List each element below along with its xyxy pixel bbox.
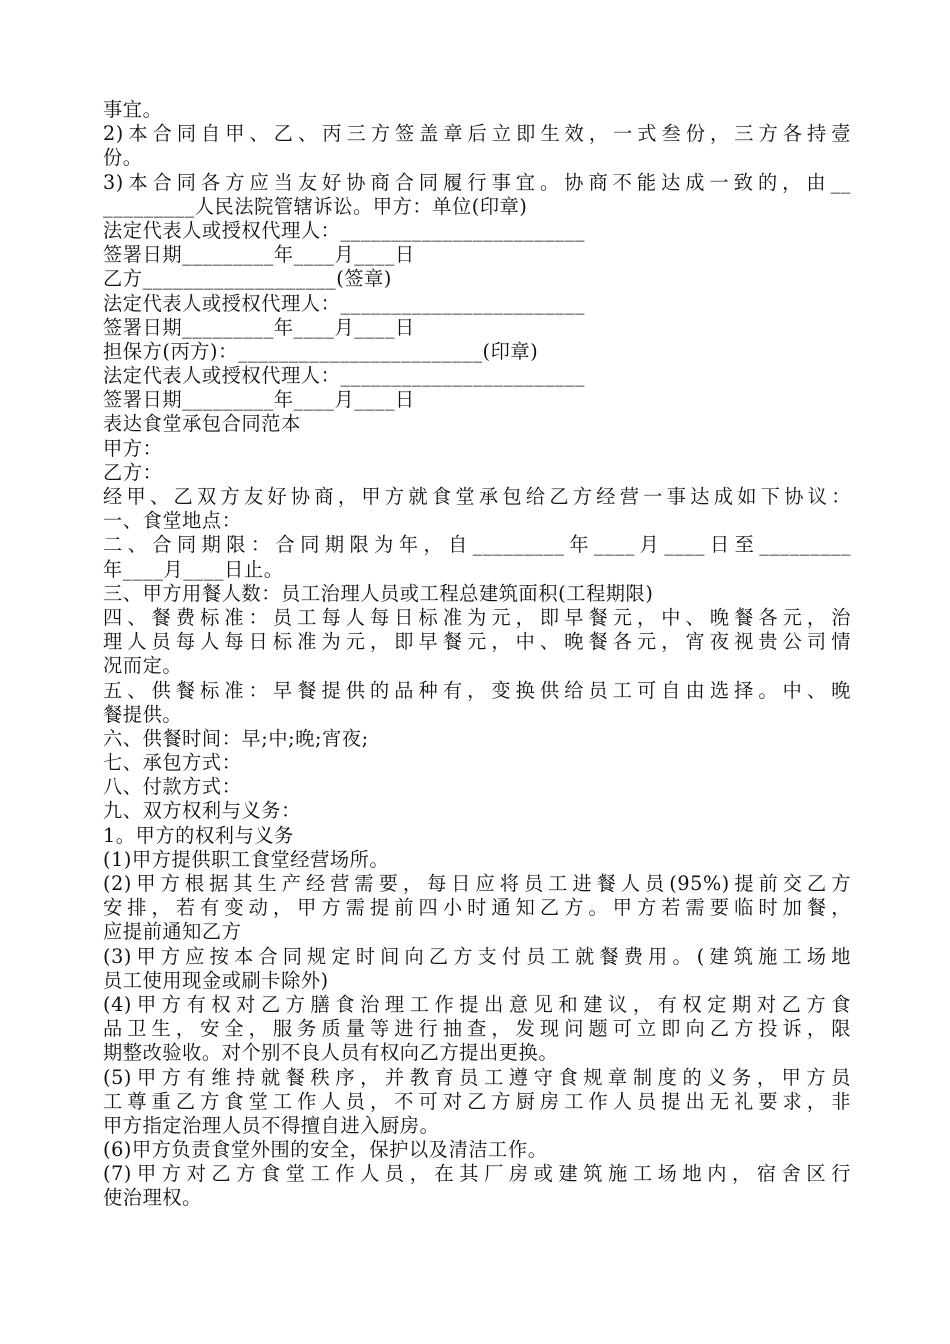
- text-line: (5)甲方有维持就餐秩序，并教育员工遵守食规章制度的义务，甲方员: [103, 1065, 851, 1089]
- text-line: _________人民法院管辖诉讼。甲方：单位(印章): [103, 194, 528, 218]
- text-line: 工尊重乙方食堂工作人员，不可对乙方厨房工作人员提出无礼要求，非: [103, 1089, 851, 1113]
- text-line: 九、双方权利与义务：: [103, 799, 301, 823]
- text-line: 担保方(丙方)：________________________(印章): [103, 339, 539, 363]
- text-line: 理人员每人每日标准为元，即早餐元，中、晚餐各元，宵夜视贵公司情: [103, 630, 851, 654]
- text-line: (7)甲方对乙方食堂工作人员，在其厂房或建筑施工场地内，宿舍区行: [103, 1162, 851, 1186]
- text-line: 一、食堂地点：: [103, 509, 242, 533]
- text-line: 应提前通知乙方: [103, 920, 242, 944]
- text-line: 二、合同期限：合同期限为年，自_________年____月____日至_________: [103, 533, 851, 557]
- text-line: 2)本合同自甲、乙、丙三方签盖章后立即生效，一式叁份，三方各持壹: [103, 122, 851, 146]
- text-line: (6)甲方负责食堂外围的安全，保护以及清洁工作。: [103, 1138, 548, 1162]
- text-line: 经甲、乙双方友好协商，甲方就食堂承包给乙方经营一事达成如下协议：: [103, 485, 851, 508]
- text-line: 品卫生，安全，服务质量等进行抽查，发现问题可立即向乙方投诉，限: [103, 1017, 851, 1041]
- text-line: 法定代表人或授权代理人：________________________: [103, 218, 586, 242]
- text-line: (2)甲方根据其生产经营需要，每日应将员工进餐人员(95%)提前交乙方: [103, 872, 851, 895]
- text-line: 签署日期_________年____月____日: [103, 315, 415, 339]
- text-line: 三、甲方用餐人数：员工治理人员或工程总建筑面积(工程期限): [103, 581, 654, 605]
- text-line: (4)甲方有权对乙方膳食治理工作提出意见和建议，有权定期对乙方食: [103, 992, 851, 1016]
- text-line: 甲方：: [103, 436, 163, 460]
- text-line: 六、供餐时间：早;中;晚;宵夜;: [103, 726, 369, 750]
- text-line: 四、餐费标准：员工每人每日标准为元，即早餐元，中、晚餐各元，治: [103, 605, 851, 629]
- text-line: 甲方指定治理人员不得擅自进入厨房。: [103, 1113, 440, 1137]
- text-line: (1)甲方提供职工食堂经营场所。: [103, 847, 390, 871]
- text-line: 乙方：: [103, 460, 163, 484]
- text-line: 使治理权。: [103, 1186, 202, 1210]
- text-line: 法定代表人或授权代理人：________________________: [103, 291, 586, 315]
- text-line: 员工使用现金或刷卡除外): [103, 968, 329, 992]
- text-line: 期整改验收。对个别不良人员有权向乙方提出更换。: [103, 1041, 559, 1065]
- document-body: [103, 98, 851, 1211]
- text-line: 3)本合同各方应当友好协商合同履行事宜。协商不能达成一致的，由__: [103, 170, 851, 194]
- text-line: 五、供餐标准：早餐提供的品种有，变换供给员工可自由选择。中、晚: [103, 678, 851, 702]
- text-line: 乙方___________________(签章): [103, 267, 393, 291]
- text-line: 签署日期_________年____月____日: [103, 243, 415, 267]
- text-line: 事宜。: [103, 98, 163, 121]
- text-line: 签署日期_________年____月____日: [103, 388, 415, 412]
- text-line: 份。: [103, 146, 143, 170]
- text-line: 法定代表人或授权代理人：________________________: [103, 364, 586, 388]
- text-line: 八、付款方式：: [103, 775, 242, 799]
- text-line: 年____月____日止。: [103, 557, 284, 581]
- text-line: 1。甲方的权利与义务: [103, 823, 294, 847]
- text-line: 况而定。: [103, 654, 183, 678]
- text-line: (3)甲方应按本合同规定时间向乙方支付员工就餐费用。(建筑施工场地: [103, 944, 851, 968]
- text-line: 七、承包方式：: [103, 751, 242, 775]
- text-line: 表达食堂承包合同范本: [103, 412, 301, 436]
- text-line: 餐提供。: [103, 702, 183, 726]
- text-line: 安排，若有变动，甲方需提前四小时通知乙方。甲方若需要临时加餐，: [103, 896, 851, 920]
